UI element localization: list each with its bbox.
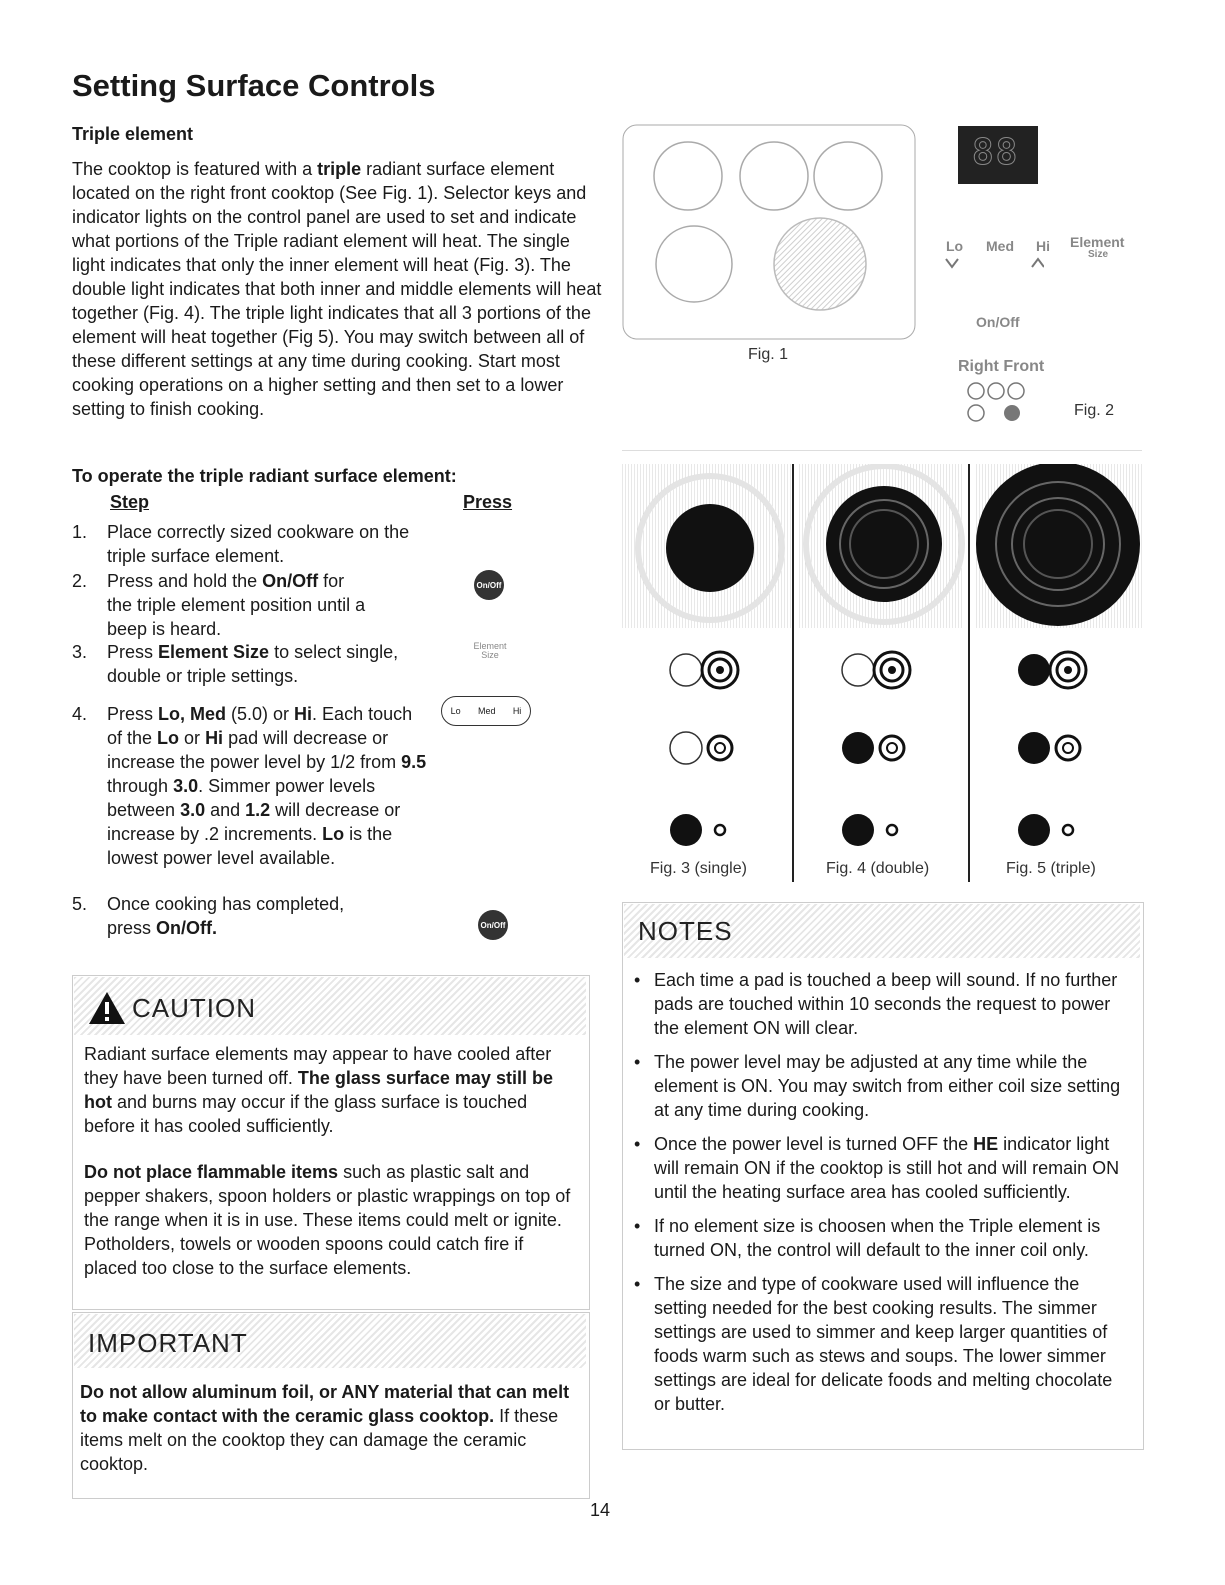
step-text: Press Lo, Med (5.0) or Hi. Each touch of the Lo or Hi pad will decrease or increase the power level by 1/2 from 9.5 through 3.0. Simmer power levels between 3.0 and 1.2 will decrease or increase by .2 increments. Lo is the lowest power level available. (107, 704, 427, 868)
note-item: • The power level may be adjusted at any time while the element is ON. You may switch from either coil size setting at any time during cooking. (634, 1052, 1121, 1120)
step-3 (72, 640, 432, 688)
note-text: Each time a pad is touched a beep will sound. If no further pads are touched within 10 seconds the request to power the element ON will clear. (654, 970, 1118, 1038)
step-number: 2. (72, 571, 88, 591)
outer-element-heated (976, 464, 1140, 626)
power-level-display (958, 126, 1038, 184)
note-item: • The size and type of cookware used will influence the setting needed for the best cooking results. The simmer settings are used to simmer and keep larger quantities of foods warm such as stews and soups. The lower simmer settings are ideal for delicate foods and melting chocolate or butter. (634, 1274, 1113, 1414)
notes-list (628, 968, 1133, 1426)
fig-1-caption: Fig. 1 (748, 346, 789, 363)
note-text: Once the power level is turned OFF the HE indicator light will remain ON if the cooktop is still hot and will remain ON until the heating surface area has cooled sufficiently. (654, 1134, 1120, 1202)
middle-element-heated (826, 486, 942, 602)
warning-triangle-icon (88, 991, 126, 1025)
burner-right-front-triple (774, 218, 866, 310)
cooktop-diagram (622, 124, 918, 342)
onoff-button-icon: On/Off (474, 570, 504, 600)
onoff-label: On/Off (976, 314, 1020, 330)
page-number: 14 (590, 1500, 611, 1520)
hi-label: Hi (512, 706, 522, 716)
important-text: Do not allow aluminum foil, or ANY material that can melt to make contact with the ceramic glass cooktop. If these items melt on the cooktop they can damage the ceramic cooktop. (80, 1382, 570, 1474)
step-5 (72, 892, 432, 940)
triple-element-heading: Triple element (72, 124, 194, 144)
note-text: The power level may be adjusted at any time while the element is ON. You may switch from either coil size setting at any time during cooking. (654, 1052, 1121, 1120)
operate-heading: To operate the triple radiant surface element: (72, 466, 457, 486)
important-band (74, 1314, 586, 1368)
med-label: Med (986, 238, 1014, 254)
fig-5-caption: Fig. 5 (triple) (1006, 860, 1096, 877)
caution-title: CAUTION (132, 993, 256, 1023)
caution-paragraph-2: Do not place flammable items such as plastic salt and pepper shakers, spoon holders or plastic wrappings on top of the range when it is in use. These items could melt or ignite. Potholders, towels or wooden spoons could catch fire if placed too close to the surface elements. (84, 1162, 571, 1278)
step-number: 4. (72, 704, 88, 724)
lo-label: Lo (946, 238, 964, 254)
note-item: • Once the power level is turned OFF the HE indicator light will remain ON if the cooktop is still hot and will remain ON until the heating surface area has cooled sufficiently. (634, 1134, 1120, 1202)
lo-label: Lo (450, 706, 461, 716)
step-1 (72, 520, 432, 568)
step-text: Place correctly sized cookware on the triple surface element. (107, 522, 410, 566)
note-item: • Each time a pad is touched a beep will sound. If no further pads are touched within 10 seconds the request to power the element ON will clear. (634, 970, 1118, 1038)
step-number: 5. (72, 894, 88, 914)
med-label: Med (477, 706, 496, 716)
important-title: IMPORTANT (88, 1328, 248, 1358)
caution-paragraph-1: Radiant surface elements may appear to have cooled after they have been turned off. The glass surface may still be hot and burns may occur if the glass surface is touched before it has cooled sufficiently. (84, 1044, 553, 1136)
fig-4-caption: Fig. 4 (double) (826, 860, 930, 877)
triple-intro: The cooktop is featured with a triple radiant surface element located on the right front cooktop (See Fig. 1). Selector keys and indicator lights on the control panel are used to set and indicate what portions of the Triple radiant element will heat. The single light indicates that only the inner element will heat (Fig. 3). The double light indicates that both inner and middle elements will heat together (Fig. 4). The triple light indicates that all 3 portions of the element will heat together (Fig 5). You may switch between all of these different settings at any time during cooking. Start most cooking operations on a higher setting and then set to a lower setting to finish cooking. (72, 159, 602, 419)
press-column-header: Press (463, 492, 513, 512)
right-front-label: Right Front (958, 358, 1045, 375)
inner-element-heated (666, 504, 754, 592)
element-label: Element (473, 641, 507, 651)
step-2 (72, 569, 432, 641)
element-label: Element (1070, 234, 1125, 250)
note-item: • If no element size is choosen when the Triple element is turned ON, the control will default to the inner coil only. (634, 1216, 1101, 1260)
size-label: Size (1088, 249, 1109, 260)
element-indicator-lights (966, 380, 1036, 424)
notes-title: NOTES (638, 916, 733, 946)
fig-2-caption: Fig. 2 (1074, 402, 1115, 419)
step-4 (72, 702, 432, 894)
lo-med-hi-pad-icon (441, 696, 531, 726)
step-text: Press Element Size to select single, double or triple settings. (107, 642, 399, 686)
indicator-light-diagrams (622, 640, 1142, 850)
down-arrow-icon (946, 259, 958, 267)
step-number: 3. (72, 642, 88, 662)
fig-3-caption: Fig. 3 (single) (650, 860, 747, 877)
page-title: Setting Surface Controls (72, 68, 436, 103)
arrow-icons (944, 256, 1044, 270)
notes-band (624, 904, 1140, 958)
note-text: The size and type of cookware used will influence the setting needed for the best cooking results. The simmer settings are used to simmer and keep larger quantities of foods warm such as stews and soups. The lower simmer settings are ideal for delicate foods and melting chocolate or butter. (654, 1274, 1113, 1414)
cooktop-outline (623, 125, 915, 339)
up-arrow-icon (1032, 259, 1044, 267)
size-label: Size (481, 650, 499, 660)
step-text: Press and hold the On/Off for the triple element position until a beep is heard. (107, 571, 366, 639)
element-heat-photos (622, 464, 1142, 634)
note-text: If no element size is choosen when the Triple element is turned ON, the control will default to the inner coil only. (654, 1216, 1101, 1260)
step-column-header: Step (110, 492, 150, 512)
display-digits: 88 (972, 132, 1020, 173)
hi-label: Hi (1036, 238, 1050, 254)
element-size-icon (462, 642, 518, 660)
step-text: Once cooking has completed, press On/Off. (107, 894, 345, 938)
divider (622, 450, 1142, 451)
onoff-button-icon: On/Off (478, 910, 508, 940)
caution-band (74, 977, 586, 1035)
step-number: 1. (72, 522, 88, 542)
